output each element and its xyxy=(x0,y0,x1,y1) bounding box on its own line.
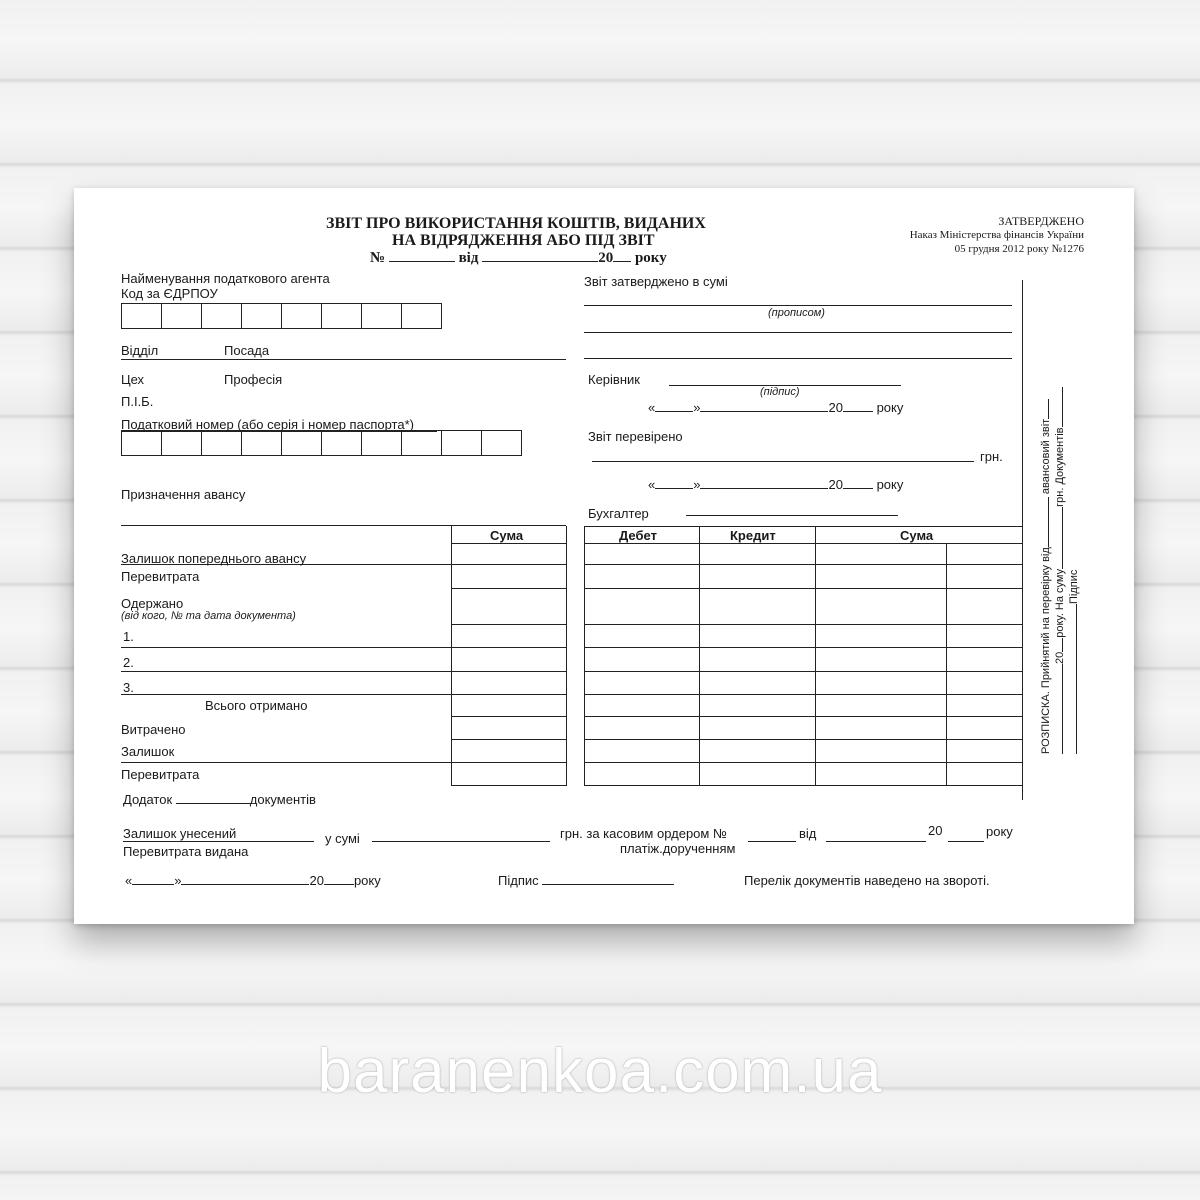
right-table-hline-5 xyxy=(584,647,1022,648)
purpose-line[interactable] xyxy=(121,525,566,526)
position-label: Посада xyxy=(224,343,270,358)
approved-sum-label: Звіт затверджено в сумі xyxy=(584,274,728,289)
bottom-year-line[interactable] xyxy=(948,841,984,842)
row-spent: Витрачено xyxy=(121,722,186,737)
overspend-given-label: Перевитрата видана xyxy=(123,844,249,859)
row-item-3: 3. xyxy=(123,680,134,695)
row-overspend-1: Перевитрата xyxy=(121,569,200,584)
row-received: Одержано xyxy=(121,596,184,611)
credit-header: Кредит xyxy=(730,528,776,543)
approved-date: 05 грудня 2012 року №1276 xyxy=(954,243,1084,255)
row-total-received: Всього отримано xyxy=(205,698,308,713)
left-table-hline-9 xyxy=(451,739,566,740)
bottom-sign[interactable] xyxy=(498,873,674,888)
edrpou-boxes[interactable] xyxy=(121,303,441,329)
watermark: baranenkoa.com.ua xyxy=(317,1037,883,1106)
form-number-line xyxy=(370,250,667,267)
receipt-line2 xyxy=(1054,387,1066,754)
bottom-year: 20 xyxy=(928,823,943,838)
number-year-suffix: року xyxy=(634,250,667,266)
left-table-col1 xyxy=(451,526,452,786)
receipt-text2b: року. На суму xyxy=(1054,568,1066,638)
head-date[interactable] xyxy=(648,400,903,415)
pib-label: П.І.Б. xyxy=(121,394,154,409)
bottom-date-year: 20 xyxy=(309,873,324,888)
right-table-hline-10 xyxy=(584,762,1022,763)
workshop-label: Цех xyxy=(121,372,145,387)
accountant-label: Бухгалтер xyxy=(588,506,649,521)
form-title-line1: ЗВІТ ПРО ВИКОРИСТАННЯ КОШТІВ, ВИДАНИХ xyxy=(326,215,706,232)
right-table-hline-7 xyxy=(584,694,1022,695)
profession-label: Професія xyxy=(224,372,283,387)
approved-sum-line1[interactable] xyxy=(584,305,1012,306)
receipt-line1 xyxy=(1040,399,1052,754)
right-table-col4 xyxy=(946,544,947,786)
report-form-sheet xyxy=(74,188,1134,924)
number-year: 20 xyxy=(598,250,614,266)
documents-label: документів xyxy=(249,792,316,807)
bottom-date-close: » xyxy=(174,873,182,888)
bottom-date-open: « xyxy=(125,873,133,888)
sum-header: Сума xyxy=(900,528,934,543)
date-open: « xyxy=(648,400,656,415)
bottom-date-year-suffix: року xyxy=(353,873,381,888)
date-close: » xyxy=(693,400,701,415)
receipt-line3 xyxy=(1068,570,1080,754)
number-from: від xyxy=(458,250,479,266)
approved-sum-line2[interactable] xyxy=(584,332,1012,333)
uah-label: грн. xyxy=(980,449,1003,464)
checked-sum-line[interactable] xyxy=(592,461,974,462)
approved-label: ЗАТВЕРДЖЕНО xyxy=(998,214,1084,228)
edrpou-label: Код за ЄДРПОУ xyxy=(121,286,218,301)
bottom-sign-label: Підпис xyxy=(498,873,539,888)
number-prefix: № xyxy=(370,250,386,266)
left-table-hline-6 xyxy=(121,671,566,672)
left-table-hline-7 xyxy=(121,694,566,695)
receipt-text1: РОЗПИСКА. Прийнятий на перевірку від xyxy=(1040,547,1052,754)
accountant-line[interactable] xyxy=(686,515,898,516)
left-table-hline-3 xyxy=(451,588,566,589)
right-table-top xyxy=(584,526,1022,527)
receipt-text1b: авансовий звіт xyxy=(1040,418,1052,495)
left-sum-header: Сума xyxy=(490,528,524,543)
debit-header: Дебет xyxy=(619,528,657,543)
left-table-hline-1 xyxy=(451,543,566,544)
receipt-separator xyxy=(1022,280,1023,800)
right-table-col1 xyxy=(584,526,585,786)
left-table-hline-11 xyxy=(451,785,566,786)
checked-date-close: » xyxy=(693,477,701,492)
right-table-col3 xyxy=(815,526,816,786)
remainder-paid-line[interactable] xyxy=(123,841,314,842)
agent-name-label: Найменування податкового агента xyxy=(121,271,330,286)
right-table-hline-11 xyxy=(584,785,1022,786)
signature-hint: (підпис) xyxy=(760,386,800,398)
attachment-line[interactable] xyxy=(123,792,316,807)
tax-number-boxes[interactable] xyxy=(121,430,521,456)
checked-date-open: « xyxy=(648,477,656,492)
receipt-sign: Підпис xyxy=(1068,569,1080,604)
right-table-hline-4 xyxy=(584,624,1022,625)
in-words-hint: (прописом) xyxy=(768,307,825,319)
left-table-hline-5 xyxy=(121,647,566,648)
right-table-hline-9 xyxy=(584,739,1022,740)
checked-label: Звіт перевірено xyxy=(588,429,683,444)
bottom-date[interactable] xyxy=(125,873,381,888)
left-table-hline-10 xyxy=(121,762,566,763)
right-table-hline-1 xyxy=(584,543,1022,544)
checked-date-year-suffix: року xyxy=(876,477,904,492)
row-item-2: 2. xyxy=(123,655,134,670)
remainder-paid-label: Залишок унесений xyxy=(123,826,237,841)
department-line[interactable] xyxy=(121,359,566,360)
purpose-label: Призначення авансу xyxy=(121,487,246,502)
cash-order-label: грн. за касовим ордером № xyxy=(560,826,727,841)
right-table-hline-2 xyxy=(584,564,1022,565)
receipt-text2c: грн. Документів xyxy=(1054,427,1066,507)
right-table-hline-3 xyxy=(584,588,1022,589)
in-sum-label: у сумі xyxy=(325,831,360,846)
checked-date-year: 20 xyxy=(828,477,843,492)
head-label: Керівник xyxy=(588,372,640,387)
checked-date[interactable] xyxy=(648,477,903,492)
row-item-1: 1. xyxy=(123,629,134,644)
row-received-hint: (від кого, № та дата документа) xyxy=(121,610,296,622)
row-overspend-2: Перевитрата xyxy=(121,767,200,782)
from-label: від xyxy=(799,826,817,841)
approved-sum-line3[interactable] xyxy=(584,358,1012,359)
list-on-back: Перелік документів наведено на звороті. xyxy=(744,873,990,888)
right-table-col2 xyxy=(699,526,700,786)
date-year-suffix: року xyxy=(876,400,904,415)
row-prev-advance: Залишок попереднього авансу xyxy=(121,551,307,566)
cash-order-line[interactable] xyxy=(748,841,796,842)
left-table-hline-8 xyxy=(451,716,566,717)
tax-number-label: Податковий номер (або серія і номер паспорта*) xyxy=(121,417,414,432)
row-remainder: Залишок xyxy=(121,744,175,759)
receipt-text2: 20 xyxy=(1054,651,1066,664)
payment-order-label: платіж.дорученням xyxy=(620,841,736,856)
attachment-label: Додаток xyxy=(123,792,173,807)
form-title-line2: НА ВІДРЯДЖЕННЯ АБО ПІД ЗВІТ xyxy=(392,232,655,249)
left-table-col2 xyxy=(566,526,567,786)
from-line[interactable] xyxy=(826,841,926,842)
approved-order: Наказ Міністерства фінансів України xyxy=(909,229,1084,241)
department-label: Відділ xyxy=(121,343,159,358)
date-year: 20 xyxy=(828,400,843,415)
in-sum-line[interactable] xyxy=(372,841,550,842)
bottom-year-suffix: року xyxy=(986,824,1013,839)
right-table-hline-6 xyxy=(584,671,1022,672)
left-table-hline-4 xyxy=(451,624,566,625)
right-table-hline-8 xyxy=(584,716,1022,717)
